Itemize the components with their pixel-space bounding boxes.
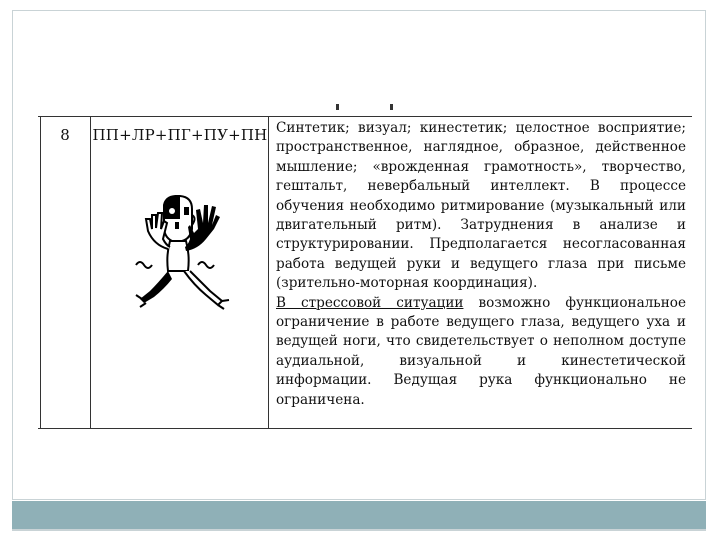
column-divider-3: [268, 116, 269, 429]
table-top-border: [38, 116, 692, 117]
stress-title: В стрессовой ситуации: [276, 294, 464, 311]
footer-strip: [12, 529, 706, 531]
human-profile-figure-icon: [128, 195, 240, 315]
stress-text: возможно функциональное ограничение в работе ведущего глаза, ведущего уха и ведущей ноги, что свидетельствует о неполном доступе аудиальной, визуальной и кинестетической информации. Ведущая рука функционально не ограничена.: [276, 294, 686, 408]
table-bottom-border: [38, 428, 692, 429]
description-text: Синтетик; визуал; кинестетик; целостное восприятие; пространственное, наглядное, образное, действенное мышление; «врожденная грамотность», творчество, гештальт, невербальный интеллект. В процессе обучения необходимо ритмирование (музыкальный или двигательный ритм). Затруднения в анализе и структурировании. Предполагается несогласованная работа ведущей руки и ведущего глаза при письме (зрительно-моторная координация).: [276, 120, 686, 292]
footer-bar: [12, 501, 706, 529]
column-divider-2: [90, 116, 91, 429]
description-cell: [276, 119, 686, 410]
profile-code: ПП+ЛР+ПГ+ПУ+ПН: [92, 126, 268, 144]
cut-off-text-marks: [330, 104, 410, 112]
stress-paragraph: [276, 294, 686, 410]
column-divider-1: [40, 116, 41, 429]
row-number: 8: [60, 126, 70, 144]
